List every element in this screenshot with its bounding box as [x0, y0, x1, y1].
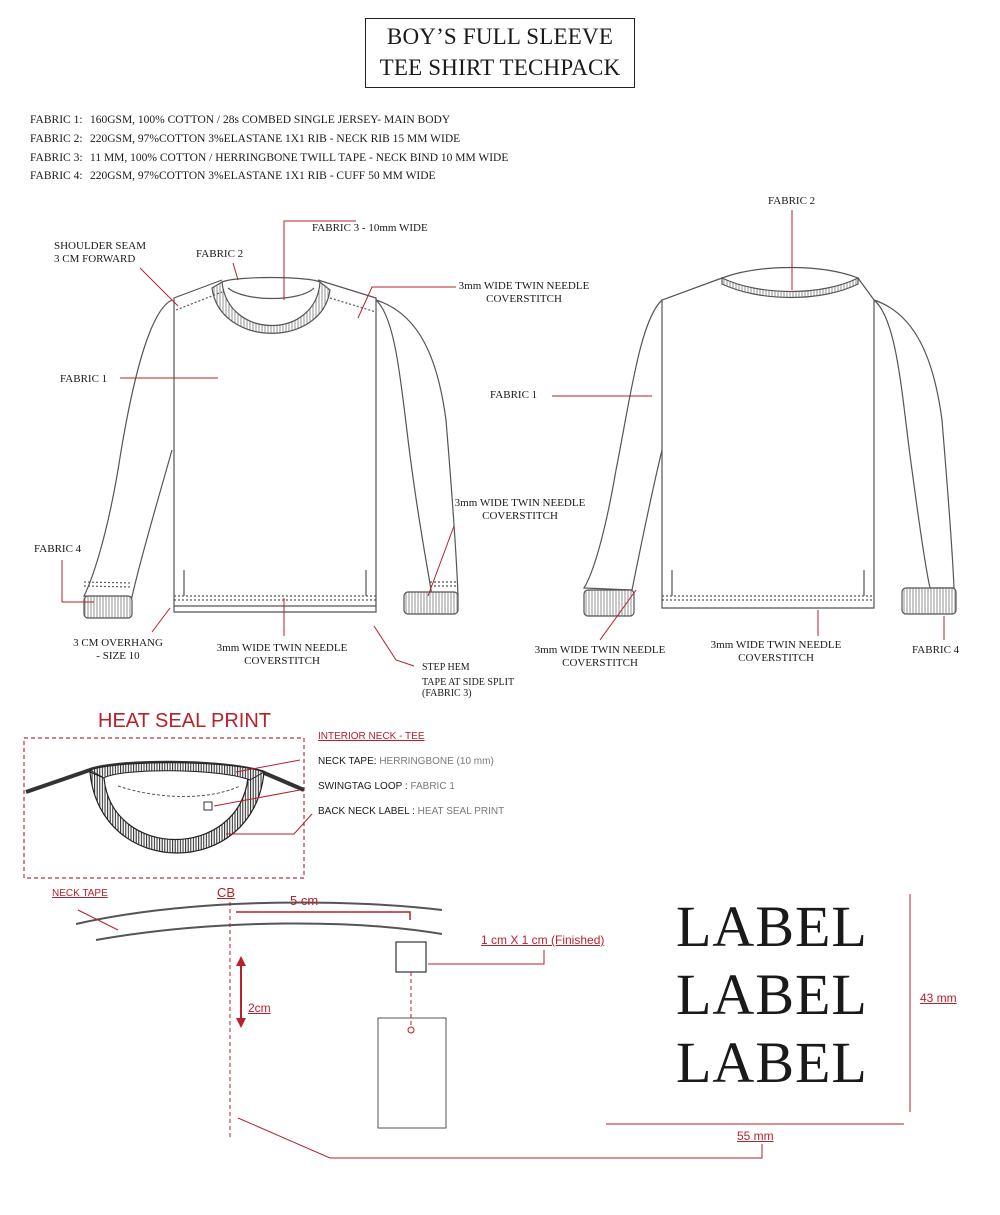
front-coverstitch-cuff-callout-2: COVERSTITCH: [482, 510, 558, 522]
title-box: [365, 18, 635, 88]
back-fabric2-callout: FABRIC 2: [768, 195, 816, 207]
front-fabric1-callout: FABRIC 1: [60, 373, 108, 385]
callout-leaders: [62, 210, 944, 666]
fabric-spec-2: [30, 133, 460, 145]
fabric-spec-3: [30, 152, 508, 164]
neck-tape-spec-value: HERRINGBONE (10 mm): [379, 756, 494, 767]
label-text-line-2: LABEL: [676, 962, 868, 1027]
neck-tape-spec: [318, 756, 494, 768]
label-text-line-3: LABEL: [676, 1030, 868, 1095]
title-line-2: TEE SHIRT TECHPACK: [379, 55, 621, 80]
neck-tape-detail: [76, 902, 762, 1158]
front-coverstitch-hem-callout-1: 3mm WIDE TWIN NEEDLE: [216, 642, 348, 654]
front-fabric2-callout: FABRIC 2: [196, 248, 244, 260]
two-cm-dimension: 2cm: [248, 1001, 271, 1015]
neck-tape-detail-label: NECK TAPE: [52, 888, 108, 899]
back-neck-label-spec: [318, 806, 504, 818]
label-height-dimension: 43 mm: [920, 991, 957, 1005]
swingtag-loop-spec-label: SWINGTAG LOOP :: [318, 781, 408, 792]
heat-seal-title: HEAT SEAL PRINT: [98, 710, 272, 732]
back-coverstitch-cuff-callout-2: COVERSTITCH: [562, 657, 638, 669]
front-tee-drawing: [84, 278, 458, 619]
front-coverstitch-cuff-callout-1: 3mm WIDE TWIN NEEDLE: [454, 497, 586, 509]
front-tape-split-callout-1: TAPE AT SIDE SPLIT: [422, 677, 515, 688]
back-coverstitch-cuff-callout-1: 3mm WIDE TWIN NEEDLE: [534, 644, 666, 656]
front-overhang-callout-2: - SIZE 10: [96, 650, 140, 662]
front-tape-split-callout-2: (FABRIC 3): [422, 688, 472, 699]
back-neck-label-spec-label: BACK NECK LABEL :: [318, 806, 415, 817]
heat-seal-detail: [24, 738, 312, 878]
front-fabric3-callout: FABRIC 3 - 10mm WIDE: [312, 222, 428, 234]
neck-tape-spec-label: NECK TAPE:: [318, 756, 377, 767]
front-coverstitch-top-callout-2: COVERSTITCH: [486, 293, 562, 305]
fabric-desc: 160GSM, 100% COTTON / 28s COMBED SINGLE JERSEY- MAIN BODY: [90, 114, 451, 126]
fabric-spec-1: [30, 114, 450, 126]
swingtag-loop-spec: [318, 781, 455, 793]
front-shoulder-seam-callout-2: 3 CM FORWARD: [54, 253, 136, 265]
fabric-desc: 220GSM, 97%COTTON 3%ELASTANE 1X1 RIB - CUFF 50 MM WIDE: [90, 170, 436, 182]
front-coverstitch-top-callout-1: 3mm WIDE TWIN NEEDLE: [458, 280, 590, 292]
fabric-key: FABRIC 2:: [30, 133, 83, 145]
title-line-1: BOY’S FULL SLEEVE: [386, 24, 614, 49]
back-neck-label-spec-value: HEAT SEAL PRINT: [417, 806, 505, 817]
five-cm-dimension: 5 cm: [290, 893, 319, 908]
label-width-dimension: 55 mm: [737, 1129, 774, 1143]
fabric-desc: 11 MM, 100% COTTON / HERRINGBONE TWILL TAPE - NECK BIND 10 MM WIDE: [90, 152, 509, 164]
back-tee-drawing: [584, 268, 956, 617]
fabric-key: FABRIC 1:: [30, 114, 83, 126]
loop-size-dimension: 1 cm X 1 cm (Finished): [481, 933, 605, 947]
front-coverstitch-hem-callout-2: COVERSTITCH: [244, 655, 320, 667]
fabric-desc: 220GSM, 97%COTTON 3%ELASTANE 1X1 RIB - NECK RIB 15 MM WIDE: [90, 133, 461, 145]
back-coverstitch-hem-callout-2: COVERSTITCH: [738, 652, 814, 664]
interior-neck-title: INTERIOR NECK - TEE: [318, 731, 425, 742]
center-back-label: CB: [217, 885, 236, 900]
front-shoulder-seam-callout-1: SHOULDER SEAM: [54, 240, 146, 252]
front-fabric4-callout: FABRIC 4: [34, 543, 82, 555]
fabric-key: FABRIC 4:: [30, 170, 83, 182]
fabric-key: FABRIC 3:: [30, 152, 83, 164]
label-text-line-1: LABEL: [676, 894, 868, 959]
back-fabric4-callout: FABRIC 4: [912, 644, 960, 656]
back-coverstitch-hem-callout-1: 3mm WIDE TWIN NEEDLE: [710, 639, 842, 651]
swingtag-loop-spec-value: FABRIC 1: [410, 781, 455, 792]
fabric-spec-4: [30, 170, 436, 182]
front-step-hem-callout: STEP HEM: [422, 662, 470, 673]
back-fabric1-callout: FABRIC 1: [490, 389, 538, 401]
front-overhang-callout-1: 3 CM OVERHANG: [73, 637, 163, 649]
